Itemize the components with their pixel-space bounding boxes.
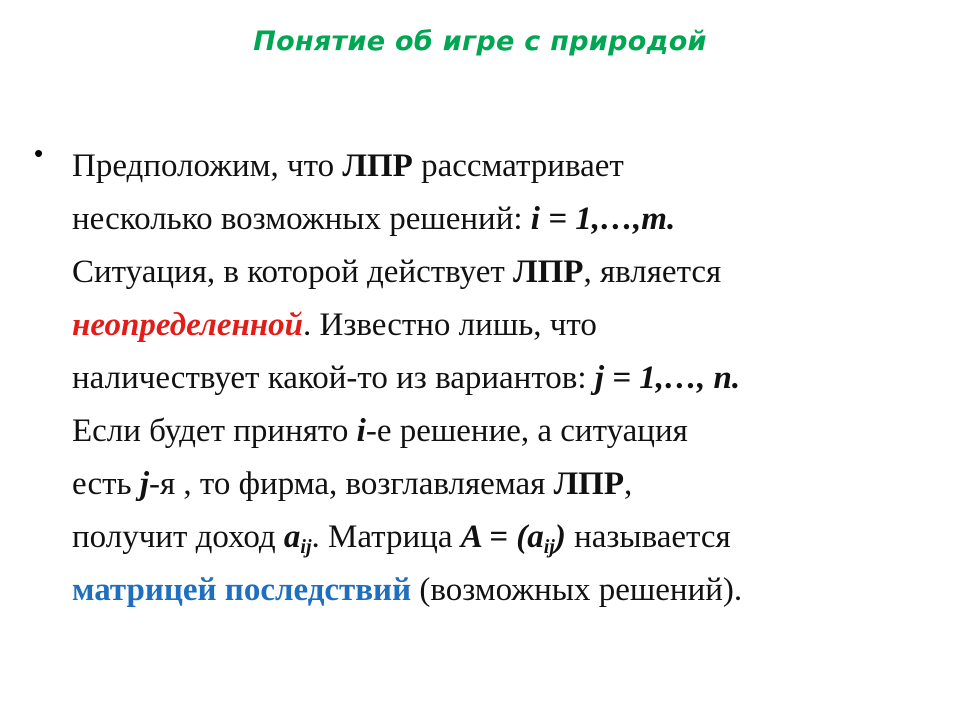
text-run: Ситуация, в которой действует [72,254,514,290]
text-run: получит доход [72,519,284,555]
text-run: несколько возможных решений: [72,201,531,237]
text-run: Если будет принято [72,413,357,449]
paragraph-line-7 [72,457,952,510]
text-run: -е решение, а ситуация [365,413,688,449]
paragraph-line-6 [72,404,952,457]
text-run: -я , то фирма, возглавляемая [149,466,554,502]
term-consequence-matrix: матрицей последствий [72,572,412,608]
paragraph-line-8 [72,510,952,563]
paragraph-line-1 [72,139,952,192]
text-run: называется [565,519,731,555]
text-run: , [623,466,633,502]
var-a: a [283,519,301,555]
formula-matrix-a: A = (a [460,519,544,555]
text-run: рассматривает [412,148,624,184]
paragraph-line-4 [72,298,952,351]
text-run: Предположим, что [72,148,343,184]
slide-title: Понятие об игре с природой [253,26,707,57]
term-uncertain: неопределенной [72,307,303,343]
bullet-paragraph [72,139,952,616]
paragraph-line-5 [72,351,952,404]
text-run: (возможных решений). [411,572,743,608]
text-run: , является [583,254,722,290]
formula-i-range: i = 1,…,m. [530,201,676,237]
paragraph-line-3 [72,245,952,298]
var-j: j [139,466,150,502]
term-lpr: ЛПР [342,148,413,184]
text-run: . Известно лишь, что [302,307,597,343]
text-run: наличествует какой-то из вариантов: [72,360,595,396]
bullet-marker: • [34,138,44,168]
var-i: i [356,413,366,449]
term-lpr: ЛПР [513,254,584,290]
term-lpr: ЛПР [553,466,624,502]
paragraph-line-9 [72,563,952,616]
formula-close-paren: ) [554,519,566,555]
formula-j-range: j = 1,…, n. [594,360,741,396]
paragraph-line-2 [72,192,952,245]
subscript-ij: ij [543,536,555,558]
text-run: есть [72,466,140,502]
text-run: . Матрица [311,519,461,555]
subscript-ij: ij [300,536,312,558]
